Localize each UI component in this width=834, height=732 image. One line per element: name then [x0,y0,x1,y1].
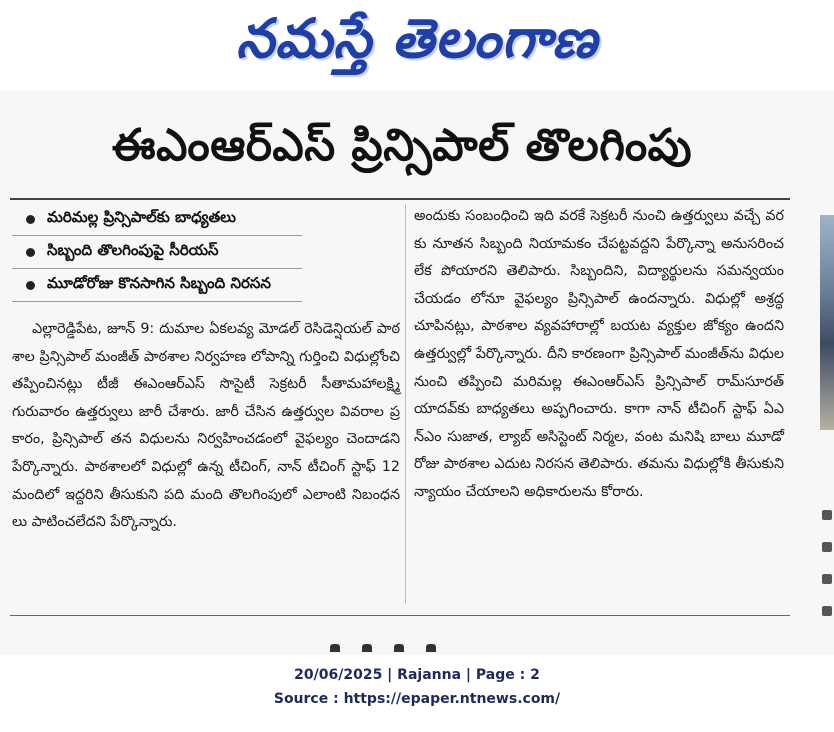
glyph-fragment [822,606,832,616]
highlight-item [12,236,302,269]
highlight-item [12,269,302,302]
glyph-fragment [426,644,436,652]
highlight-text: సిబ్బంది తొలగింపుపై సీరియస్ [47,241,219,259]
article-left-column [12,203,400,537]
glyph-fragment [822,542,832,552]
article-body-left: ఎల్లారెడ్డిపేట, జూన్ 9: దుమాల ఏకలవ్య మోడల్ రెసిడెన్షియల్ పాఠశాల ప్రిన్సిపాల్ మంజీత్ పాఠశాల నిర్వహణ లోపాన్ని గుర్తించి విధుల్లోంచి తప్పించినట్లు టీజీ ఈఎంఆర్ఎస్ సొసైటీ సెక్రటరీ సీతామహాలక్ష్మి గురువారం ఉత్తర్వులు జారీ చేశారు. జారీ చేసిన ఉత్తర్వుల వివరాల ప్రకారం, ప్రిన్సిపాల్ తన విధులను నిర్వహించడంలో వైఫల్యం చెందాడని పేర్కొన్నారు. పాఠశాలలో విధుల్లో ఉన్న టీచింగ్, నాన్ టీచింగ్ స్టాఫ్ 12 మందిలో ఇద్దరిని తీసుకుని పది మంది తొలగింపులో ఎలాంటి నిబంధనలు పాటించలేదని పేర్కొన్నారు. [12,321,400,531]
adjacent-photo-edge [820,215,834,430]
glyph-fragment [330,644,340,652]
article-right-column [414,203,784,507]
highlight-text: మరిమల్ల ప్రిన్సిపాల్‌కు బాధ్యతలు [47,208,236,226]
column-divider [405,204,406,604]
adjacent-text-edge [822,510,834,616]
clipping-footer [0,663,834,711]
masthead [0,0,834,90]
bullet-dot-icon [26,248,35,257]
highlight-text: మూడోరోజు కొనసాగిన సిబ్బంది నిరసన [47,274,271,292]
glyph-fragment [394,644,404,652]
glyph-fragment [822,510,832,520]
edition-info: 20/06/2025 | Rajanna | Page : 2 [294,667,540,683]
highlight-list [12,203,302,302]
highlight-item [12,203,302,236]
article-headline: ఈఎంఆర్ఎస్ ప్రిన్సిపాల్ తొలగింపు [111,120,693,171]
headline-rule [10,198,790,200]
glyph-fragment [362,644,372,652]
glyph-fragment [822,574,832,584]
bullet-dot-icon [26,281,35,290]
bullet-dot-icon [26,215,35,224]
article-body-right: అందుకు సంబంధించి ఇది వరకే సెక్రటరీ నుంచి ఉత్తర్వులు వచ్చే వరకు నూతన సిబ్బంది నియామకం చేపట్టవద్దని పేర్కొన్నా అనుసరించలేక పోయారని తెలిపారు. సిబ్బందిని, విద్యార్థులను సమన్వయం చేయడం లోనూ వైఫల్యం ప్రిన్సిపాల్ ఉందన్నారు. విధుల్లో అశ్రద్ధ చూపినట్లు, పాఠశాల వ్యవహారాల్లో బయట వ్యక్తుల జోక్యం ఉందని ఉత్తర్వుల్లో పేర్కొన్నారు. దీని కారణంగా ప్రిన్సిపాల్ మంజీత్‌ను విధుల నుంచి తప్పించి మరిమల్ల ఈఎంఆర్ఎస్ ప్రిన్సిపాల్ రామ్‌సూరత్ యాదవ్‌కు బాధ్యతలు అప్పగించారు. కాగా నాన్ టీచింగ్ స్టాఫ్ ఏఎన్ఎం సుజాత, ల్యాబ్ అసిస్టెంట్ నిర్మల, వంట మనిషి బాలు మూడో రోజు పాఠశాల ఎదుట నిరసన తెలిపారు. తమను విధుల్లోకి తీసుకుని న్యాయం చేయాలని అధికారులను కోరారు. [414,208,784,500]
masthead-title: నమస్తే తెలంగాణ [236,6,598,70]
article-bottom-rule [10,615,790,616]
next-article-fragment [330,638,480,652]
source-link[interactable]: Source : https://epaper.ntnews.com/ [273,691,561,707]
